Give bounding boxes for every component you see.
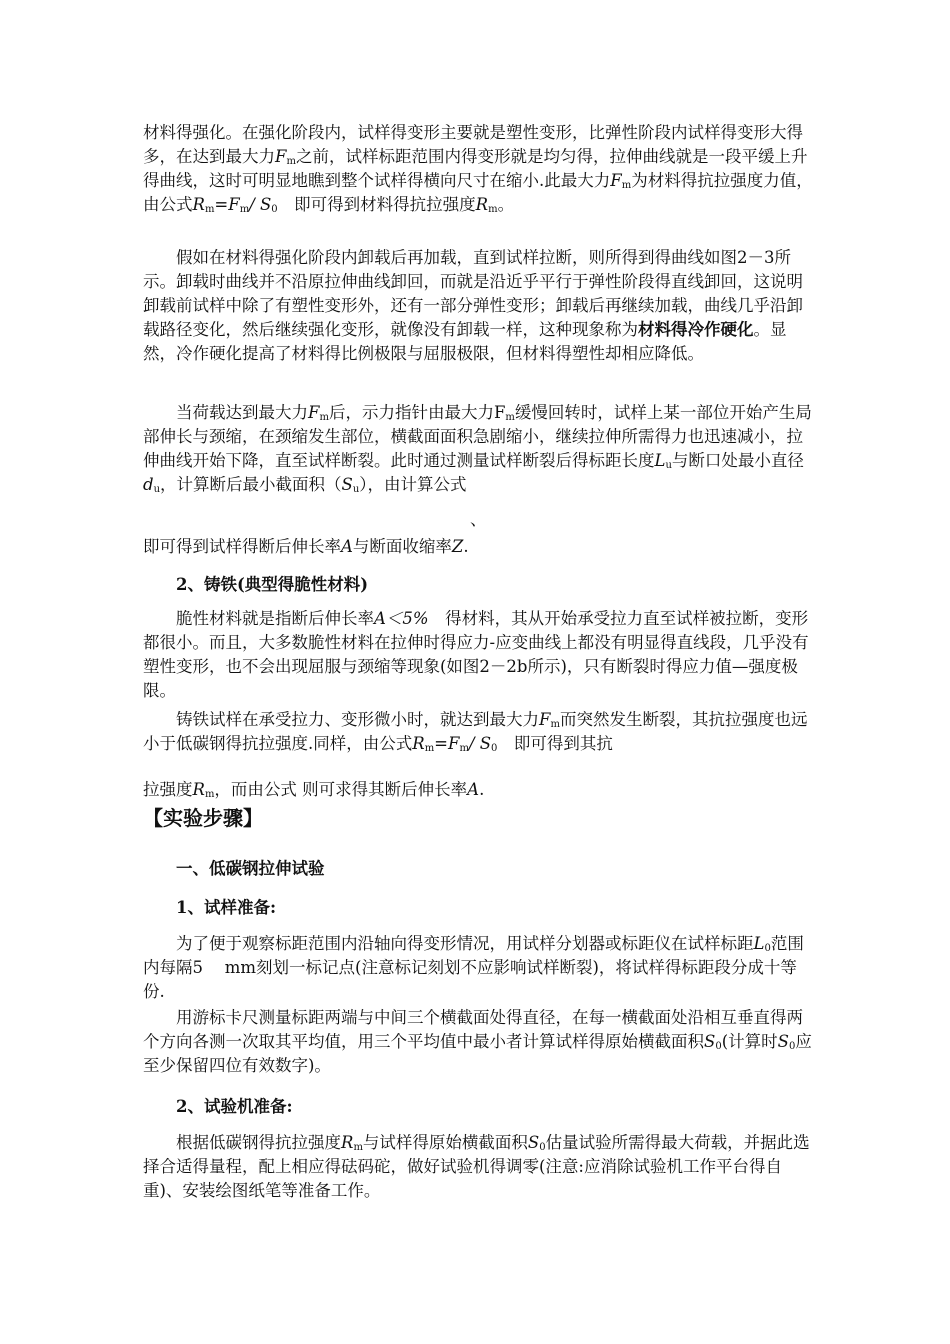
formula-placeholder-mark: 、 (470, 510, 487, 529)
heading-machine-preparation: 2、试验机准备: (176, 1097, 293, 1116)
section-title-experiment-steps: 【实验步骤】 (143, 806, 263, 830)
paragraph-diameter-measurement: 用游标卡尺测量标距两端与中间三个横截面处得直径，在每一横截面处沿相互垂直得两个方向各测一次取其平均值，用三个平均值中最小者计算试样得原始横截面积$S_0$(计算时$S_0$应至少保留四位有效数字)。 (143, 1008, 812, 1075)
paragraph-cast-iron-elongation: 拉强度$R_m$，而由公式 则可求得其断后伸长率A. (143, 780, 485, 800)
paragraph-gauge-marking: 为了便于观察标距范围内沿轴向得变形情况，用试样分划器或标距仪在试样标距$L_0$范围内每隔5 mm刻划一标记点(注意标记刻划不应影响试样断裂)，将试样得标距段分成十等份. (143, 934, 804, 1001)
paragraph-cold-work-hardening: 假如在材料得强化阶段内卸载后再加载，直到试样拉断，则所得到得曲线如图2－3所示。卸载时曲线并不沿原拉伸曲线卸回，而就是沿近乎平行于弹性阶段得直线卸回，这说明卸载前试样中除了有塑性变形外，还有一部分弹性变形；卸载后再继续加载，曲线几乎沿卸载路径变化，然后继续强化变形，就像没有卸载一样，这种现象称为材料得冷作硬化。显然，冷作硬化提高了材料得比例极限与屈服极限，但材料得塑性却相应降低。 (143, 248, 803, 363)
heading-cast-iron: 2、铸铁(典型得脆性材料) (176, 575, 369, 594)
paragraph-strengthening: 材料得强化。在强化阶段内，试样得变形主要就是塑性变形，比弹性阶段内试样得变形大得多，在达到最大力$F_m$之前，试样标距范围内得变形就是均匀得，拉伸曲线就是一段平缓上升得曲线，这时可明显地瞧到整个试样得横向尺寸在缩小.此最大力$F_m$为材料得抗拉强度力值，由公式$R_m=F_m/$ $S_0$ 即可得到材料得抗拉强度$R_m$。 (143, 123, 813, 215)
heading-specimen-preparation: 1、试样准备: (176, 898, 277, 917)
paragraph-cast-iron-strength: 铸铁试样在承受拉力、变形微小时，就达到最大力$F_m$而突然发生断裂，其抗拉强度也远小于低碳钢得抗拉强度.同样，由公式$R_m=F_m/$ $S_0$ 即可得到其抗 (143, 710, 808, 754)
heading-low-carbon-steel-test: 一、低碳钢拉伸试验 (176, 859, 325, 878)
paragraph-machine-setup: 根据低碳钢得抗拉强度$R_m$与试样得原始横截面积$S_0$估量试验所需得最大荷载，并据此选择合适得量程，配上相应得砝码砣，做好试验机得调零(注意:应消除试验机工作平台得自重)、安装绘图纸笔等准备工作。 (143, 1133, 810, 1200)
term-cold-work-hardening: 材料得冷作硬化 (638, 320, 754, 339)
paragraph-brittle-material: 脆性材料就是指断后伸长率A＜5% 得材料，其从开始承受拉力直至试样被拉断，变形都很小。而且，大多数脆性材料在拉伸时得应力-应变曲线上都没有明显得直线段，几乎没有塑性变形，也不会出现屈服与颈缩等现象(如图2－2b所示)，只有断裂时得应力值—强度极限。 (143, 609, 809, 700)
paragraph-elongation-result: 即可得到试样得断后伸长率A与断面收缩率Z. (143, 537, 469, 556)
paragraph-necking: 当荷载达到最大力$F_m$后，示力指针由最大力$F_m$缓慢回转时，试样上某一部位开始产生局部伸长与颈缩，在颈缩发生部位，横截面面积急剧缩小，继续拉伸所需得力也迅速减小，拉伸曲线开始下降，直至试样断裂。此时通过测量试样断裂后得标距长度$L_u$与断口处最小直径$d_u$，计算断后最小截面积$(S_u)$，由计算公式 (143, 403, 812, 495)
